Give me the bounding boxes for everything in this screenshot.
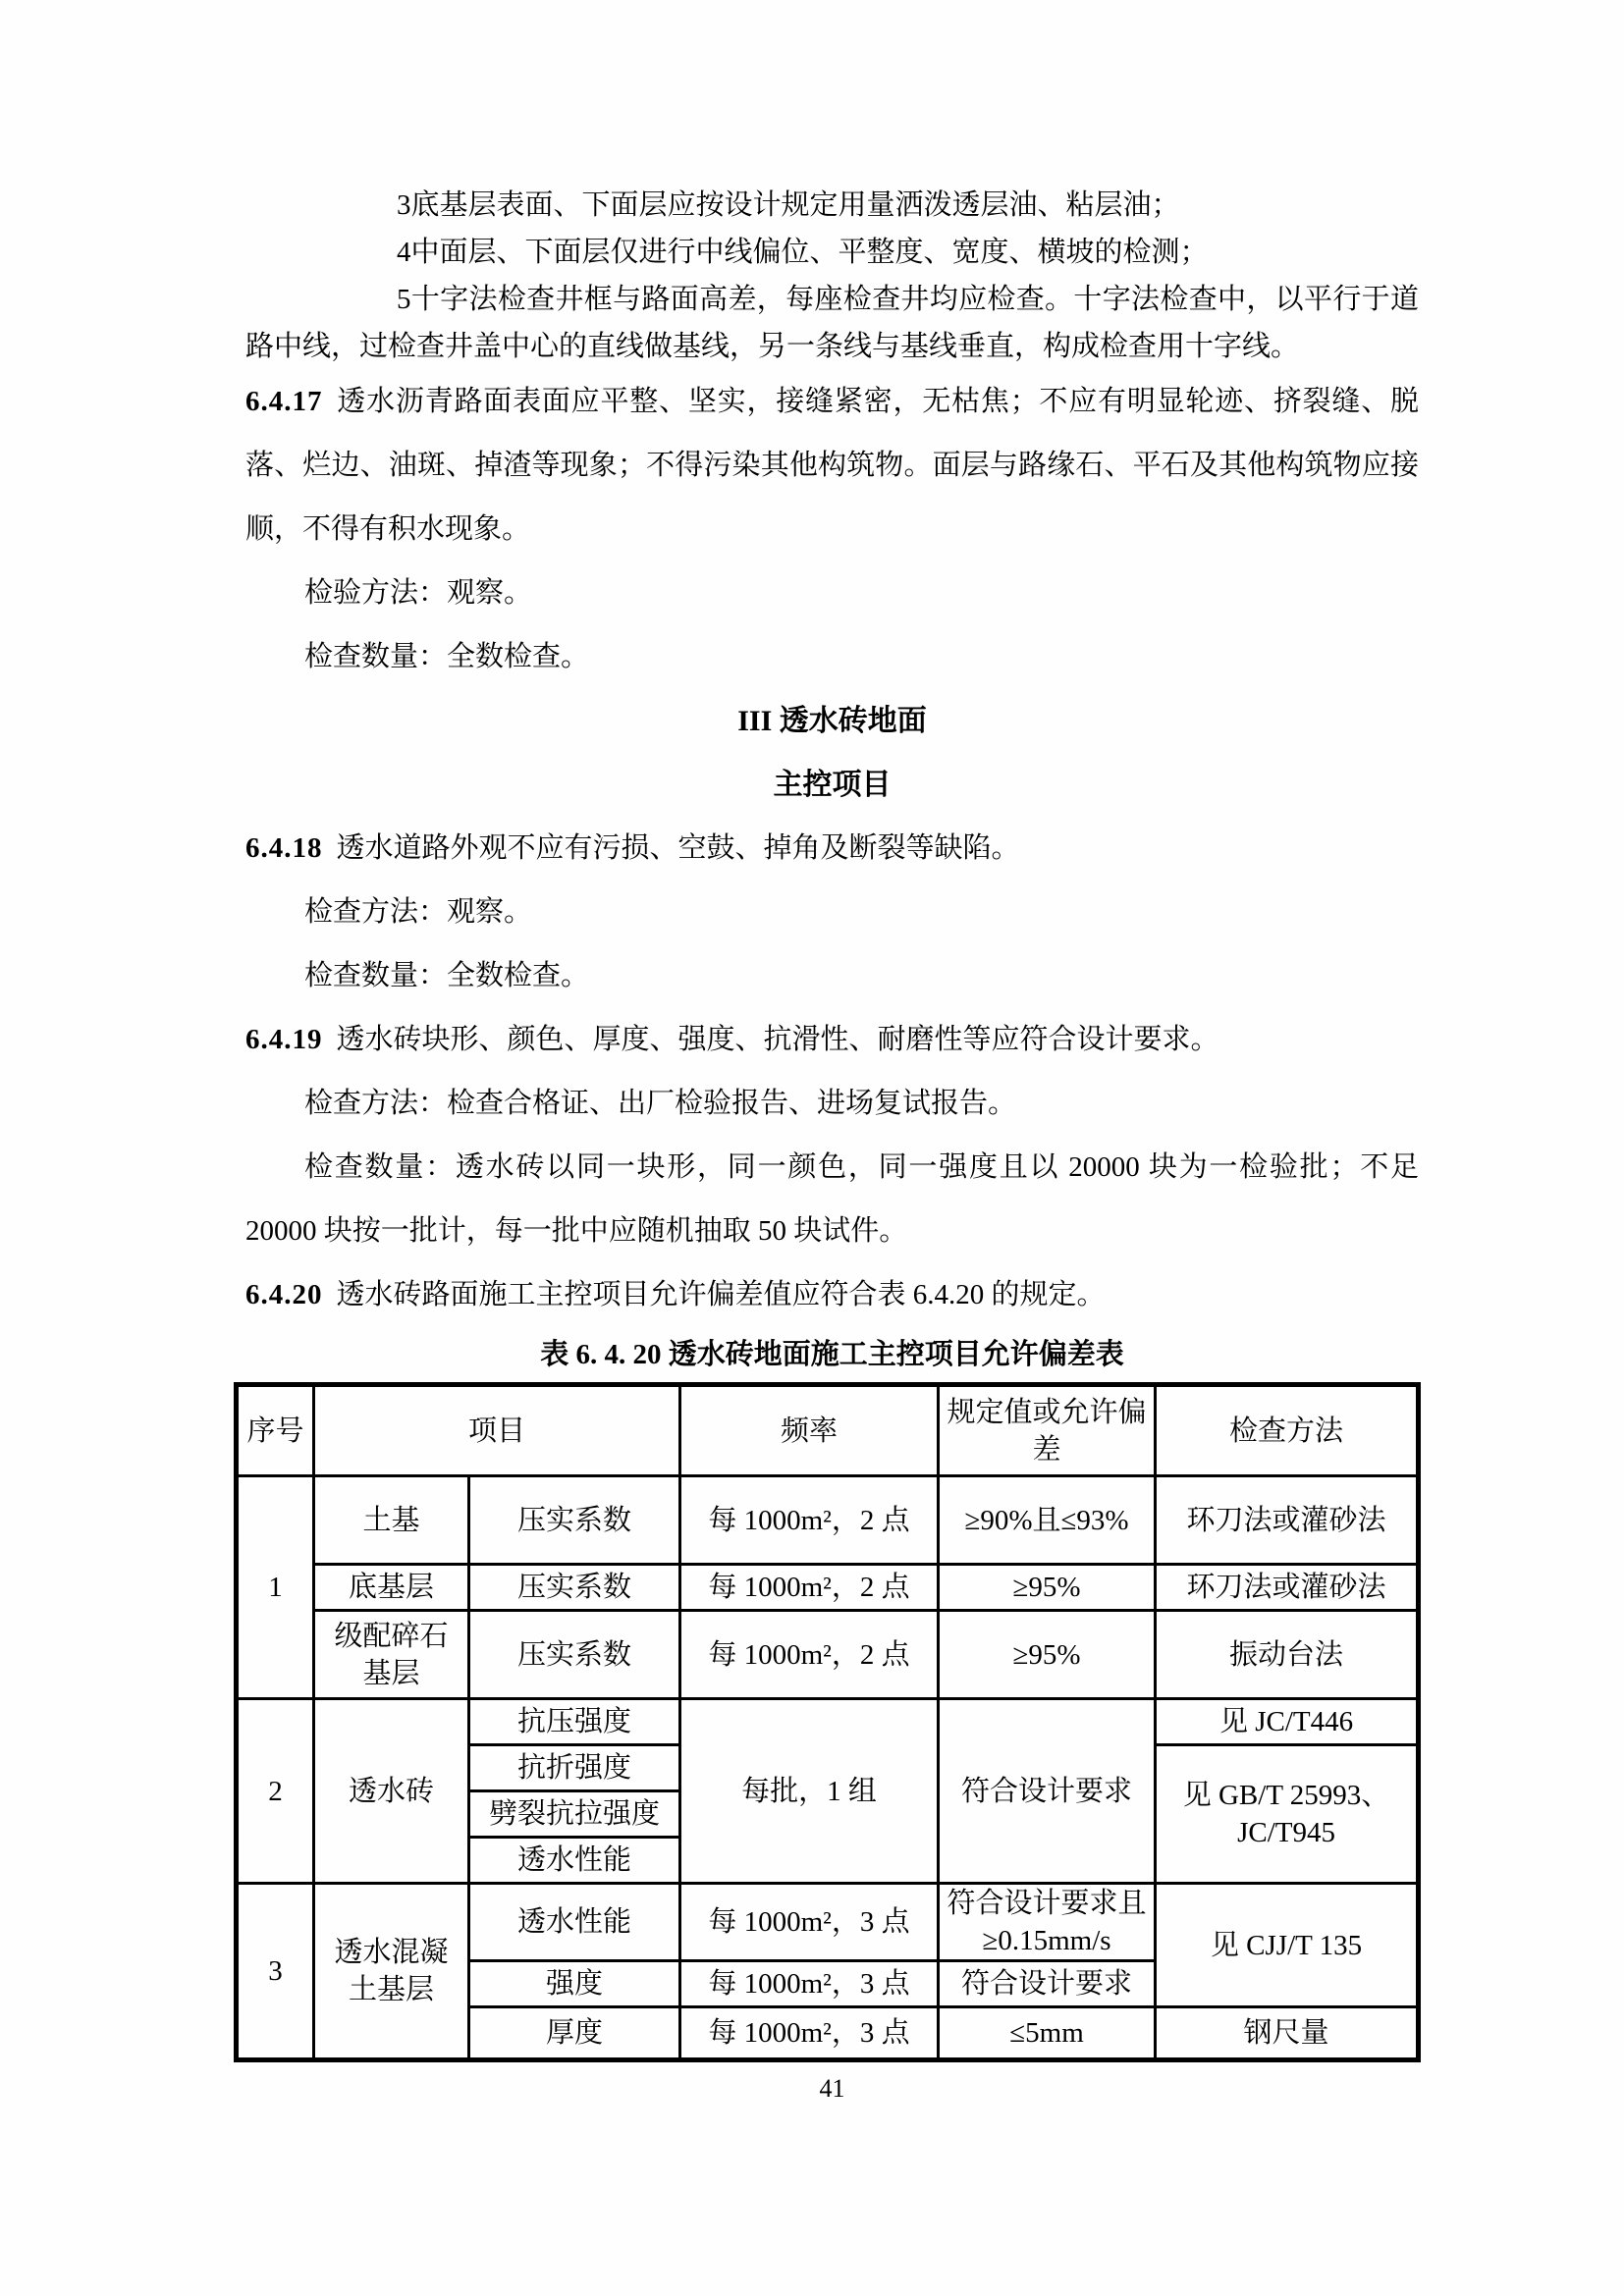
subsection-heading: 主控项目 [773, 769, 892, 801]
cell-subitem: 透水性能 [469, 1884, 680, 1961]
clause-number: 6.4.17 [245, 386, 323, 417]
clause-6-4-19-quantity: 检查数量：透水砖以同一块形，同一颜色，同一强度且以 20000 块为一检验批；不足 20000 块按一批计，每一批中应随机抽取 50 块试件。 [245, 1151, 1419, 1247]
cell-value: ≥95% [939, 1611, 1156, 1699]
cell-subitem: 强度 [469, 1961, 680, 2007]
item-number: 3 [397, 189, 411, 221]
item-text: 十字法检查井框与路面高差，每座检查井均应检查。十字法检查中，以平行于道路中线，过检查井盖中心的直线做基线，另一条线与基线垂直，构成检查用十字线。 [245, 284, 1419, 362]
cell-method: 见 CJJ/T 135 [1156, 1884, 1419, 2007]
clause-number: 6.4.19 [245, 1024, 323, 1055]
clause-number: 6.4.20 [245, 1279, 323, 1310]
item-number: 5 [397, 284, 411, 315]
cell-method: 钢尺量 [1156, 2007, 1419, 2060]
cell-value: ≥95% [939, 1565, 1156, 1611]
header-frequency: 频率 [680, 1385, 939, 1476]
cell-frequency: 每 1000m²，3 点 [680, 1961, 939, 2007]
tolerance-table [234, 1382, 1421, 2062]
clause-6-4-19 [245, 1008, 1419, 1072]
table-row [237, 1699, 1419, 1745]
cell-item: 透水砖 [314, 1699, 469, 1884]
cell-subitem: 压实系数 [469, 1565, 680, 1611]
cell-subitem: 劈裂抗拉强度 [469, 1791, 680, 1838]
cell-value: 符合设计要求且≥0.15mm/s [939, 1884, 1156, 1961]
clause-text: 透水道路外观不应有污损、空鼓、掉角及断裂等缺陷。 [336, 832, 1020, 864]
cell-frequency: 每 1000m²，2 点 [680, 1611, 939, 1699]
cell-subitem: 抗折强度 [469, 1745, 680, 1791]
clause-6-4-17 [245, 370, 1419, 561]
cell-group-no: 2 [237, 1699, 314, 1884]
item-text: 中面层、下面层仅进行中线偏位、平整度、宽度、横坡的检测； [410, 237, 1209, 268]
clause-6-4-19-method: 检查方法：检查合格证、出厂检验报告、进场复试报告。 [304, 1088, 1017, 1119]
item-number: 4 [397, 237, 411, 268]
table-caption: 表 6. 4. 20 透水砖地面施工主控项目允许偏差表 [540, 1339, 1124, 1370]
cell-value: 符合设计要求 [939, 1961, 1156, 2007]
header-item: 项目 [314, 1385, 680, 1476]
cell-value: ≤5mm [939, 2007, 1156, 2060]
cell-method: 见 GB/T 25993、JC/T945 [1156, 1745, 1419, 1884]
section-heading: III 透水砖地面 [737, 705, 927, 737]
clause-6-4-20 [245, 1263, 1419, 1327]
cell-frequency: 每 1000m²，2 点 [680, 1476, 939, 1565]
clause-6-4-18-quantity: 检查数量：全数检查。 [304, 960, 590, 991]
cell-frequency: 每 1000m²，3 点 [680, 2007, 939, 2060]
cell-method: 振动台法 [1156, 1611, 1419, 1699]
table-row [237, 1476, 1419, 1565]
cell-subitem: 厚度 [469, 2007, 680, 2060]
cell-value: 符合设计要求 [939, 1699, 1156, 1884]
numbered-item-5 [245, 276, 1419, 370]
header-index: 序号 [237, 1385, 314, 1476]
cell-method: 见 JC/T446 [1156, 1699, 1419, 1745]
cell-group-no: 1 [237, 1476, 314, 1699]
table-row [237, 1565, 1419, 1611]
clause-text: 透水砖路面施工主控项目允许偏差值应符合表 6.4.20 的规定。 [336, 1279, 1106, 1310]
cell-frequency: 每批，1 组 [680, 1699, 939, 1884]
numbered-item-4 [245, 229, 1419, 276]
clause-number: 6.4.18 [245, 832, 323, 864]
page-number: 41 [819, 2074, 845, 2103]
table-header-row [237, 1385, 1419, 1476]
cell-subitem: 透水性能 [469, 1838, 680, 1884]
cell-subitem: 压实系数 [469, 1611, 680, 1699]
cell-subitem: 抗压强度 [469, 1699, 680, 1745]
item-text: 底基层表面、下面层应按设计规定用量洒泼透层油、粘层油； [410, 189, 1180, 221]
numbered-item-3 [245, 182, 1419, 229]
clause-6-4-18-method: 检查方法：观察。 [304, 896, 533, 928]
header-method: 检查方法 [1156, 1385, 1419, 1476]
header-value: 规定值或允许偏差 [939, 1385, 1156, 1476]
cell-method: 环刀法或灌砂法 [1156, 1565, 1419, 1611]
clause-text: 透水沥青路面表面应平整、坚实，接缝紧密，无枯焦；不应有明显轮迹、挤裂缝、脱落、烂边、油斑、掉渣等现象；不得污染其他构筑物。面层与路缘石、平石及其他构筑物应接顺，不得有积水现象。 [245, 386, 1419, 545]
table-row [237, 1611, 1419, 1699]
clause-6-4-18 [245, 817, 1419, 881]
cell-value: ≥90%且≤93% [939, 1476, 1156, 1565]
cell-item: 底基层 [314, 1565, 469, 1611]
cell-item: 级配碎石基层 [314, 1611, 469, 1699]
clause-text: 透水砖块形、颜色、厚度、强度、抗滑性、耐磨性等应符合设计要求。 [336, 1024, 1219, 1055]
cell-item: 土基 [314, 1476, 469, 1565]
clause-6-4-17-method: 检验方法：观察。 [304, 577, 533, 609]
cell-frequency: 每 1000m²，2 点 [680, 1565, 939, 1611]
cell-group-no: 3 [237, 1884, 314, 2060]
cell-frequency: 每 1000m²，3 点 [680, 1884, 939, 1961]
table-row [237, 1884, 1419, 1961]
clause-6-4-17-quantity: 检查数量：全数检查。 [304, 641, 590, 672]
cell-method: 环刀法或灌砂法 [1156, 1476, 1419, 1565]
cell-item: 透水混凝土基层 [314, 1884, 469, 2060]
cell-subitem: 压实系数 [469, 1476, 680, 1565]
